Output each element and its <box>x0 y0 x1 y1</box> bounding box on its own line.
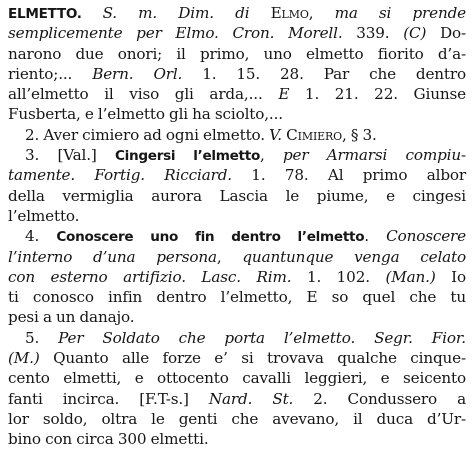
text-segment: , <box>260 146 283 165</box>
text-segment: 1. 21. 22. Giunse <box>289 85 466 104</box>
text-line <box>8 23 466 43</box>
text-segment: 339. <box>342 24 404 43</box>
text-segment: E <box>278 85 290 104</box>
text-segment: Quanto alle forze e’ si trovava qualche cinque- <box>39 349 466 368</box>
text-segment: 5. <box>25 328 59 347</box>
text-segment: 2. Aver cimiero ad ogni elmetto. <box>25 125 270 144</box>
text-segment: 1. 78. Al primo albor <box>231 166 466 185</box>
text-line <box>8 409 466 429</box>
text-segment: V. <box>269 125 282 144</box>
text-segment: Conoscere <box>386 227 466 246</box>
text-segment: , <box>216 247 243 266</box>
text-line <box>8 44 466 64</box>
text-line <box>8 84 466 104</box>
text-segment: 2. Condussero a <box>293 389 466 408</box>
text-line <box>8 307 466 327</box>
text-segment: S. m. Dim. di <box>102 4 271 22</box>
text-segment: (C) <box>403 24 427 43</box>
text-line <box>8 64 466 84</box>
text-segment: ma si prende <box>334 4 467 22</box>
dictionary-entry <box>8 3 466 465</box>
text-segment: Bern. Orl. <box>92 64 183 83</box>
text-segment: all’elmetto il viso gli arda,... <box>8 85 279 104</box>
text-segment: (Man.) <box>385 267 436 286</box>
text-line <box>8 368 466 388</box>
text-segment: cento elmetti, e ottocento cavalli leggieri, e seicento <box>8 369 466 388</box>
text-segment: Nard. St. <box>208 389 294 408</box>
text-segment: l’interno d’una persona <box>8 247 217 266</box>
text-segment: Do- <box>426 24 466 43</box>
text-line <box>8 267 466 287</box>
text-segment: con esterno artifizio. Lasc. Rim. <box>8 267 292 286</box>
text-segment: ti conosco infin dentro l’elmetto, E so quel che tu <box>8 288 466 307</box>
text-segment: . <box>76 6 103 22</box>
text-segment: , § 3. <box>342 125 377 144</box>
text-line <box>8 429 466 449</box>
text-segment: , <box>308 4 335 22</box>
text-segment: Conoscere uno fin dentro l’elmetto <box>56 229 365 246</box>
text-line <box>8 287 466 307</box>
text-segment: tamente. Fortig. Ricciard. <box>8 166 232 185</box>
text-segment: lor soldo, oltra le genti che avevano, il duca d’Ur- <box>8 409 466 428</box>
text-line <box>8 145 466 165</box>
text-line <box>8 186 466 206</box>
text-segment: semplicemente per Elmo. Cron. Morell. <box>8 24 343 43</box>
text-segment: Per Soldato che porta l’elmetto. Segr. Fior. <box>58 328 466 347</box>
text-line <box>8 328 466 348</box>
text-segment: fanti incirca. [F.T-s.] <box>8 389 209 408</box>
text-segment: pesi a un danajo. <box>8 308 135 327</box>
text-segment: quantunque venga celato <box>242 247 467 266</box>
text-line <box>8 247 466 267</box>
text-segment: Cingersi l’elmetto <box>114 148 260 165</box>
text-segment: della vermiglia aurora Lascia le piume, e cingesi <box>8 186 466 205</box>
text-segment: per Armarsi compiu- <box>282 146 466 165</box>
text-segment: 1. 15. 28. Par che dentro <box>182 64 466 83</box>
text-segment: Elmo <box>270 4 309 22</box>
text-line <box>8 348 466 368</box>
text-line <box>8 104 466 124</box>
text-line <box>8 3 466 23</box>
text-segment: 1. 102. <box>291 267 386 286</box>
text-segment: (M.) <box>8 349 40 368</box>
text-line <box>8 226 466 246</box>
text-line <box>8 206 466 226</box>
text-segment: Io <box>435 267 466 286</box>
headword: ELMETTO <box>8 6 77 22</box>
text-segment: . <box>364 227 387 246</box>
text-line <box>8 389 466 409</box>
text-segment: bino con circa 300 elmetti. <box>8 430 209 449</box>
text-segment: Fusberta, e l’elmetto gli ha sciolto,... <box>8 105 283 124</box>
text-line <box>8 165 466 185</box>
text-segment: Cimiero <box>286 125 343 144</box>
text-segment: 4. <box>25 227 57 246</box>
text-segment: 3. [Val.] <box>25 146 115 165</box>
text-line <box>8 125 466 145</box>
text-segment: l’elmetto. <box>8 206 80 225</box>
text-segment: riento;... <box>8 64 93 83</box>
text-segment: narono due onori; il primo, uno elmetto fiorito d’a- <box>8 44 466 63</box>
